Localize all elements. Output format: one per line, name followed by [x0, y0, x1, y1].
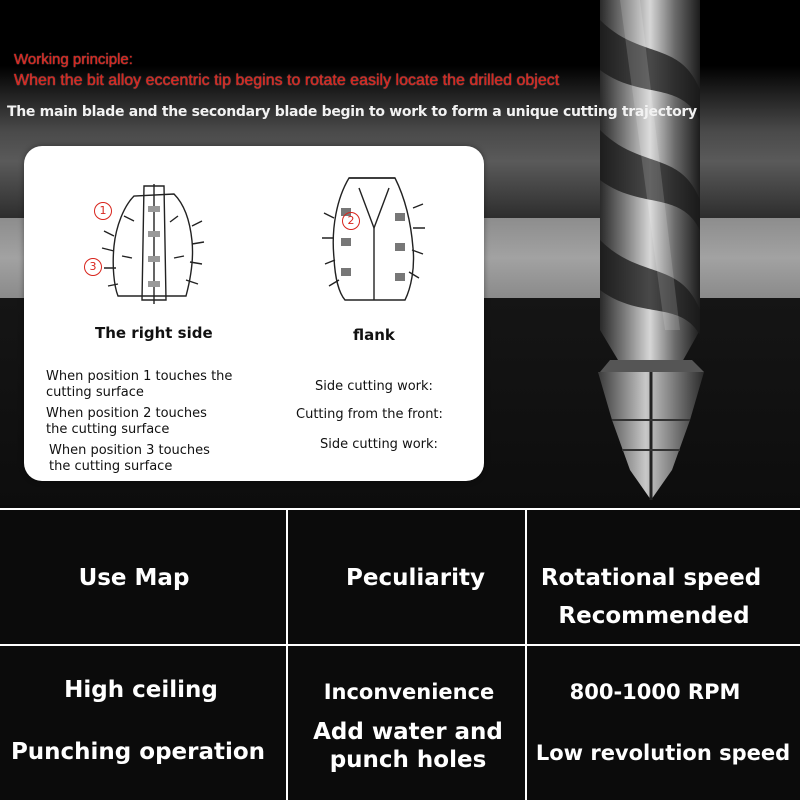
marker-2 — [342, 212, 360, 230]
cell-low-revolution: Low revolution speed — [535, 741, 791, 765]
cell-punching-operation: Punching operation — [10, 739, 266, 765]
cell-rpm: 800-1000 RPM — [569, 680, 741, 704]
cell-inconvenience: Inconvenience — [323, 680, 495, 704]
table-line-middle — [0, 644, 800, 646]
marker-2-label: 2 — [347, 214, 355, 227]
spec-table — [0, 508, 800, 800]
flank-caption: flank — [353, 326, 395, 344]
table-line-top — [0, 508, 800, 510]
principle-line-1: When the bit alloy eccentric tip begins to rotate easily locate the drilled object — [14, 72, 560, 89]
marker-3-label: 3 — [89, 260, 97, 273]
cell-punch-holes: punch holes — [329, 747, 487, 773]
principle-title: Working principle: — [14, 51, 133, 68]
right-side-drawing — [94, 176, 224, 306]
header-peculiarity: Peculiarity — [346, 565, 485, 591]
marker-3 — [84, 258, 102, 276]
right-note-1: Side cutting work: — [315, 379, 433, 394]
header-rotational-speed: Rotational speed — [540, 565, 762, 591]
left-note-3: When position 3 touches the cutting surface — [49, 443, 210, 474]
diagram-card — [24, 146, 484, 481]
flank-drawing — [319, 168, 429, 308]
right-note-3: Side cutting work: — [320, 437, 438, 452]
marker-1 — [94, 202, 112, 220]
left-note-2: When position 2 touches the cutting surface — [46, 406, 207, 437]
right-note-2: Cutting from the front: — [296, 407, 443, 422]
right-side-caption: The right side — [95, 324, 213, 342]
header-use-map: Use Map — [78, 565, 190, 591]
cell-high-ceiling: High ceiling — [64, 677, 218, 703]
left-note-1: When position 1 touches the cutting surface — [46, 369, 233, 400]
marker-1-label: 1 — [99, 204, 107, 217]
principle-line-2: The main blade and the secondary blade begin to work to form a unique cutting trajectory — [7, 104, 697, 120]
cell-add-water: Add water and — [313, 719, 503, 745]
header-recommended: Recommended — [558, 603, 750, 629]
